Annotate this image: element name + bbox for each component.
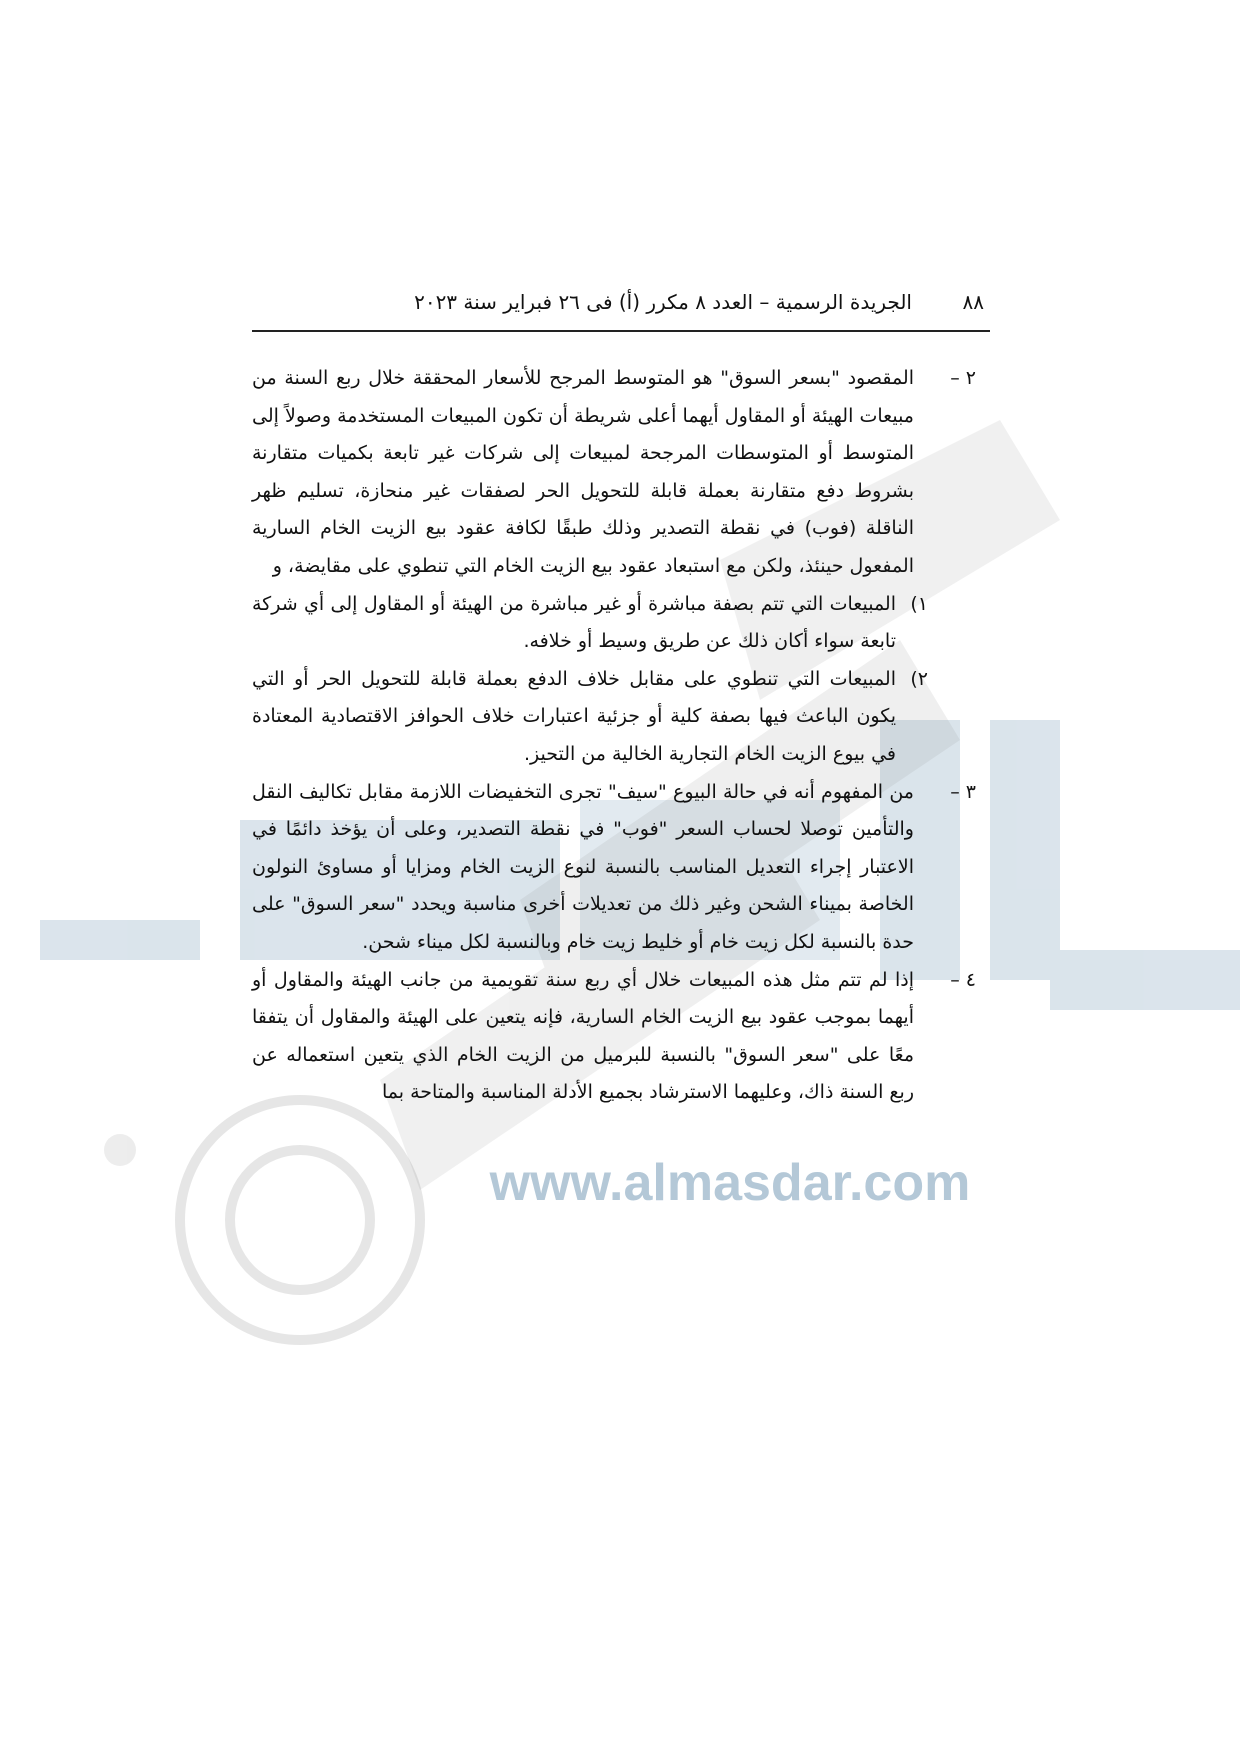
watermark-url: www.almasdar.com	[489, 1154, 971, 1212]
sub-clause-1	[252, 586, 928, 661]
sub-clause-text: المبيعات التي تنطوي على مقابل خلاف الدفع بعملة قابلة للتحويل الحر أو التي يكون الباعث فيها بصفة كلية أو جزئية اعتبارات خلاف الحوافز الاقتصادية المعتادة في بيوع الزيت الخام التجارية الخالية من التحيز.	[252, 667, 896, 765]
clause-text: إذا لم تتم مثل هذه المبيعات خلال أي ربع سنة تقويمية من جانب الهيئة والمقاول أو أيهما بموجب عقود بيع الزيت الخام السارية، فإنه يتعين على الهيئة والمقاول أن يتفقا معًا على "سعر السوق" بالنسبة للبرميل من الزيت الخام الذي يتعين استعماله عن ربع السنة ذاك، وعليهما الاسترشاد بجميع الأدلة المناسبة والمتاحة بما	[252, 968, 914, 1104]
sub-clause-text: المبيعات التي تتم بصفة مباشرة أو غير مباشرة من الهيئة أو المقاول إلى أي شركة تابعة سواء أكان ذلك عن طريق وسيط أو خلافه.	[252, 592, 896, 653]
sub-clause-2	[252, 661, 928, 774]
sub-clause-marker: ٢)	[910, 667, 928, 690]
gazette-title: الجريدة الرسمية – العدد ٨ مكرر (أ) فى ٢٦ فبراير سنة ٢٠٢٣	[414, 290, 912, 314]
clause-marker: ٢ –	[950, 367, 976, 389]
clause-4	[252, 962, 976, 1112]
clause-text: من المفهوم أنه في حالة البيوع "سيف" تجرى التخفيضات اللازمة مقابل تكاليف النقل والتأمين توصلا لحساب السعر "فوب" في نقطة التصدير، وعلى أن يؤخذ دائمًا في الاعتبار إجراء التعديل المناسب بالنسبة لنوع الزيت الخام ومزايا أو مساوئ النولون الخاصة بميناء الشحن وغير ذلك من تعديلات أخرى مناسبة ويحدد "سعر السوق" على حدة بالنسبة لكل زيت خام أو خليط زيت خام وبالنسبة لكل ميناء شحن.	[252, 780, 914, 953]
page-number: ٨٨	[962, 290, 984, 314]
page-header	[252, 284, 990, 332]
watermark-seal	[104, 1100, 420, 1340]
clause-2	[252, 360, 976, 586]
clause-text: المقصود "بسعر السوق" هو المتوسط المرجح للأسعار المحققة خلال ربع السنة من مبيعات الهيئة أو المقاول أيهما أعلى شريطة أن تكون المبيعات المستخدمة وصولاً إلى المتوسط أو المتوسطات المرجحة لمبيعات إلى شركات غير تابعة بكميات متقارنة بشروط دفع متقارنة بعملة قابلة للتحويل الحر لصفقات غير منحازة، تسليم ظهر الناقلة (فوب) في نقطة التصدير وذلك طبقًا لكافة عقود بيع الزيت الخام السارية المفعول حينئذ، ولكن مع استبعاد عقود بيع الزيت الخام التي تنطوي على مقايضة، و	[252, 367, 914, 577]
clause-3	[252, 774, 976, 962]
clause-marker: ٣ –	[950, 780, 976, 803]
clause-marker: ٤ –	[950, 968, 976, 991]
document-body	[252, 360, 976, 1112]
sub-clause-marker: ١)	[910, 592, 928, 615]
